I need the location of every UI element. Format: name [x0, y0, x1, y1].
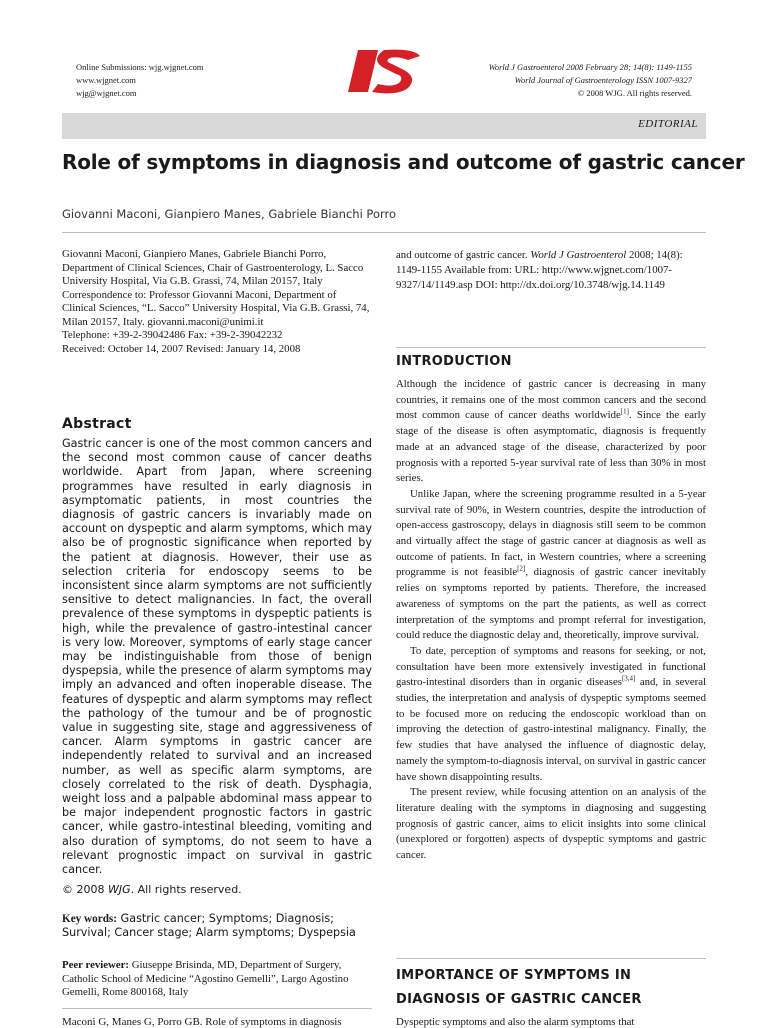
section-heading-line: DIAGNOSIS OF GASTRIC CANCER — [396, 992, 642, 1007]
reference-marker[interactable]: [1] — [620, 407, 629, 416]
divider — [396, 347, 706, 348]
article-authors: Giovanni Maconi, Gianpiero Manes, Gabriele Bianchi Porro — [62, 207, 397, 221]
journal-citation-header — [489, 61, 692, 100]
citation-prefix: and outcome of gastric cancer. — [396, 249, 531, 261]
paragraph-text: . Since the early stage of the disease is often asymptomatic, diagnosis is frequently made at an advanced stage of the disease, characterized by poor prognosis with a reported 5-year survival rate of less than 30% in most series. — [396, 409, 706, 485]
peer-reviewer-text: Giuseppe Brisinda, MD, Department of Surgery, Catholic School of Medicine “Agostino Gemelli”, Largo Agostino Gemelli, Rome 800168, Italy — [62, 959, 349, 998]
keywords — [62, 912, 372, 940]
reference-marker[interactable]: [2] — [517, 564, 526, 573]
citation-rest[interactable]: 2008; 14(8): 1149-1155 Available from: URL: http://www.wjgnet.com/1007-9327/14/1149.asp DOI: http://dx.doi.org/10.3748/wjg.14.1149 — [396, 249, 683, 292]
copyright-suffix: . All rights reserved. — [130, 883, 242, 896]
introduction-heading: INTRODUCTION — [396, 354, 512, 369]
abstract-heading: Abstract — [62, 416, 132, 432]
keywords-label: Key words: — [62, 913, 117, 925]
citation-journal: World J Gastroenterol — [530, 249, 627, 261]
telephone-text: Telephone: +39-2-39042486 Fax: +39-2-39042232 — [62, 329, 283, 341]
publisher-logo — [344, 46, 424, 96]
journal-issn-line: World Journal of Gastroenterology ISSN 1007-9327 — [514, 75, 692, 85]
section-heading — [396, 964, 706, 1012]
email-line[interactable]: wjg@wjgnet.com — [76, 88, 137, 98]
paragraph-text: To date, perception of symptoms and reasons for seeking, or not, consultation have been more extensively investigated in functional gastro-intestinal disorders than in organic diseases — [396, 644, 706, 689]
peer-reviewer-label: Peer reviewer: — [62, 959, 130, 971]
copyright-journal: WJG — [108, 883, 131, 896]
citation-start: Maconi G, Manes G, Porro GB. Role of symptoms in diagnosis — [62, 1016, 342, 1028]
paragraph-text: Although the incidence of gastric cancer is decreasing in many countries, it remains one of the most common cancers and the second most common cause of cancer deaths worldwide — [396, 378, 706, 422]
citation-continued — [396, 248, 706, 294]
abstract-copyright — [62, 883, 372, 896]
section-heading-line: IMPORTANCE OF SYMPTOMS IN — [396, 968, 632, 983]
section-band — [62, 113, 706, 139]
section-body-start: Dyspeptic symptoms and also the alarm symptoms that — [396, 1016, 635, 1028]
paragraph-text: , diagnosis of gastric cancer inevitably relies on symptoms reported by patients. Therefore, the increased awareness of symptoms on the part the patients, as well as correct interpretation of the symptoms and prompt referral for investigation, could reduce the diagnostic delay and, theoretically, improve survival. — [396, 566, 706, 642]
paragraph-text: and, in several studies, the interpretation and analysis of dyspeptic symptoms seemed to be focused more on reducing the endoscopic workload than on improving the detection of gastro-intestinal malignancy. Finally, the few studies that have analysed the influence of diagnostic delay, namely the symptom-to-diagnosis interval, on survival in gastric cancer have shown disappointing results. — [396, 676, 707, 783]
reference-marker[interactable]: [3,4] — [621, 674, 636, 683]
paragraph-text: Unlike Japan, where the screening programme resulted in a 5-year survival rate of 90%, in Western countries, despite the introduction of open-access gastroscopy, delays in diagnosis still seem to be common and virtually affect the stage of gastric cancer at diagnosis as well as outcome of patients. In fact, in Western countries, where a screening programme is not feasible — [396, 487, 706, 579]
website-line[interactable]: www.wjgnet.com — [76, 75, 136, 85]
paragraph — [396, 487, 706, 644]
paragraph: The present review, while focusing attention on an analysis of the literature dealing with the symptoms in diagnosing and suggesting prognosis of gastric cancer, aims to elicit insights into some clinical (unexplored or forgotten) aspects of dyspeptic symptoms and gastric cancer. — [396, 786, 706, 862]
divider — [396, 958, 706, 959]
received-dates: Received: October 14, 2007 Revised: January 14, 2008 — [62, 342, 301, 355]
author-affiliations — [62, 248, 372, 356]
paragraph — [396, 644, 706, 785]
correspondence-text: Correspondence to: Professor Giovanni Maconi, Department of Clinical Sciences, “L. Sacco” University Hospital, Via G.B. Grassi, 74, Milan 20157, Italy. giovanni.maconi@unimi.it — [62, 288, 370, 328]
introduction-body — [396, 377, 706, 864]
abstract-text: Gastric cancer is one of the most common cancers and the second most common cause of cancer deaths worldwide. Apart from Japan, where screening programmes have resulted in early diagnosis in asymptomatic patients, in most countries the diagnosis of gastric cancers is invariably made on account on dyspeptic and alarm symptoms, which may also be of prognostic significance when reported by the patient at diagnosis. However, their use as selection criteria for endoscopy seems to be inconsistent since alarm symptoms are not sufficiently sensitive to detect malignancies. In fact, the overall prevalence of these symptoms in dyspeptic patients is high, while the prevalence of gastro-intestinal cancer is very low. Moreover, symptoms of early stage cancer may be indistinguishable from those of benign dyspepsia, while the presence of alarm symptoms may imply an advanced and often inoperable disease. The features of dyspeptic and alarm symptoms may reflect the pathology of the tumour and be of prognostic value in suggesting site, stage and aggressiveness of cancer. Alarm symptoms in gastric cancer are independently related to survival and an increased number, as well as specific alarm symptoms, are closely correlated to the risk of death. Dysphagia, weight loss and a palpable abdominal mass appear to be major independent prognostic factors in gastric cancer, while gastro-intestinal bleeding, vomiting and also duration of symptoms, do not seem to have a relevant prognostic impact on survival in gastric cancer. — [62, 437, 372, 877]
journal-contact-info — [76, 61, 204, 100]
section-label: EDITORIAL — [638, 118, 698, 130]
online-submissions-line[interactable]: Online Submissions: wjg.wjgnet.com — [76, 62, 204, 72]
copyright-prefix: © 2008 — [62, 883, 108, 896]
keywords-text: Gastric cancer; Symptoms; Diagnosis; Survival; Cancer stage; Alarm symptoms; Dyspepsia — [62, 912, 356, 940]
journal-issue-line: World J Gastroenterol 2008 February 28; 14(8): 1149-1155 — [488, 62, 692, 72]
affiliation-text: Giovanni Maconi, Gianpiero Manes, Gabriele Bianchi Porro, Department of Clinical Sciences, Chair of Gastroenterology, L. Sacco University Hospital, Via G.B. Grassi, 74, Milan 20157, Italy — [62, 248, 364, 287]
divider — [62, 1008, 372, 1009]
divider — [62, 232, 706, 233]
peer-reviewer — [62, 959, 372, 1000]
article-title: Role of symptoms in diagnosis and outcome of gastric cancer — [62, 150, 745, 174]
journal-copyright-line: © 2008 WJG. All rights reserved. — [577, 88, 692, 98]
paragraph — [396, 377, 706, 487]
